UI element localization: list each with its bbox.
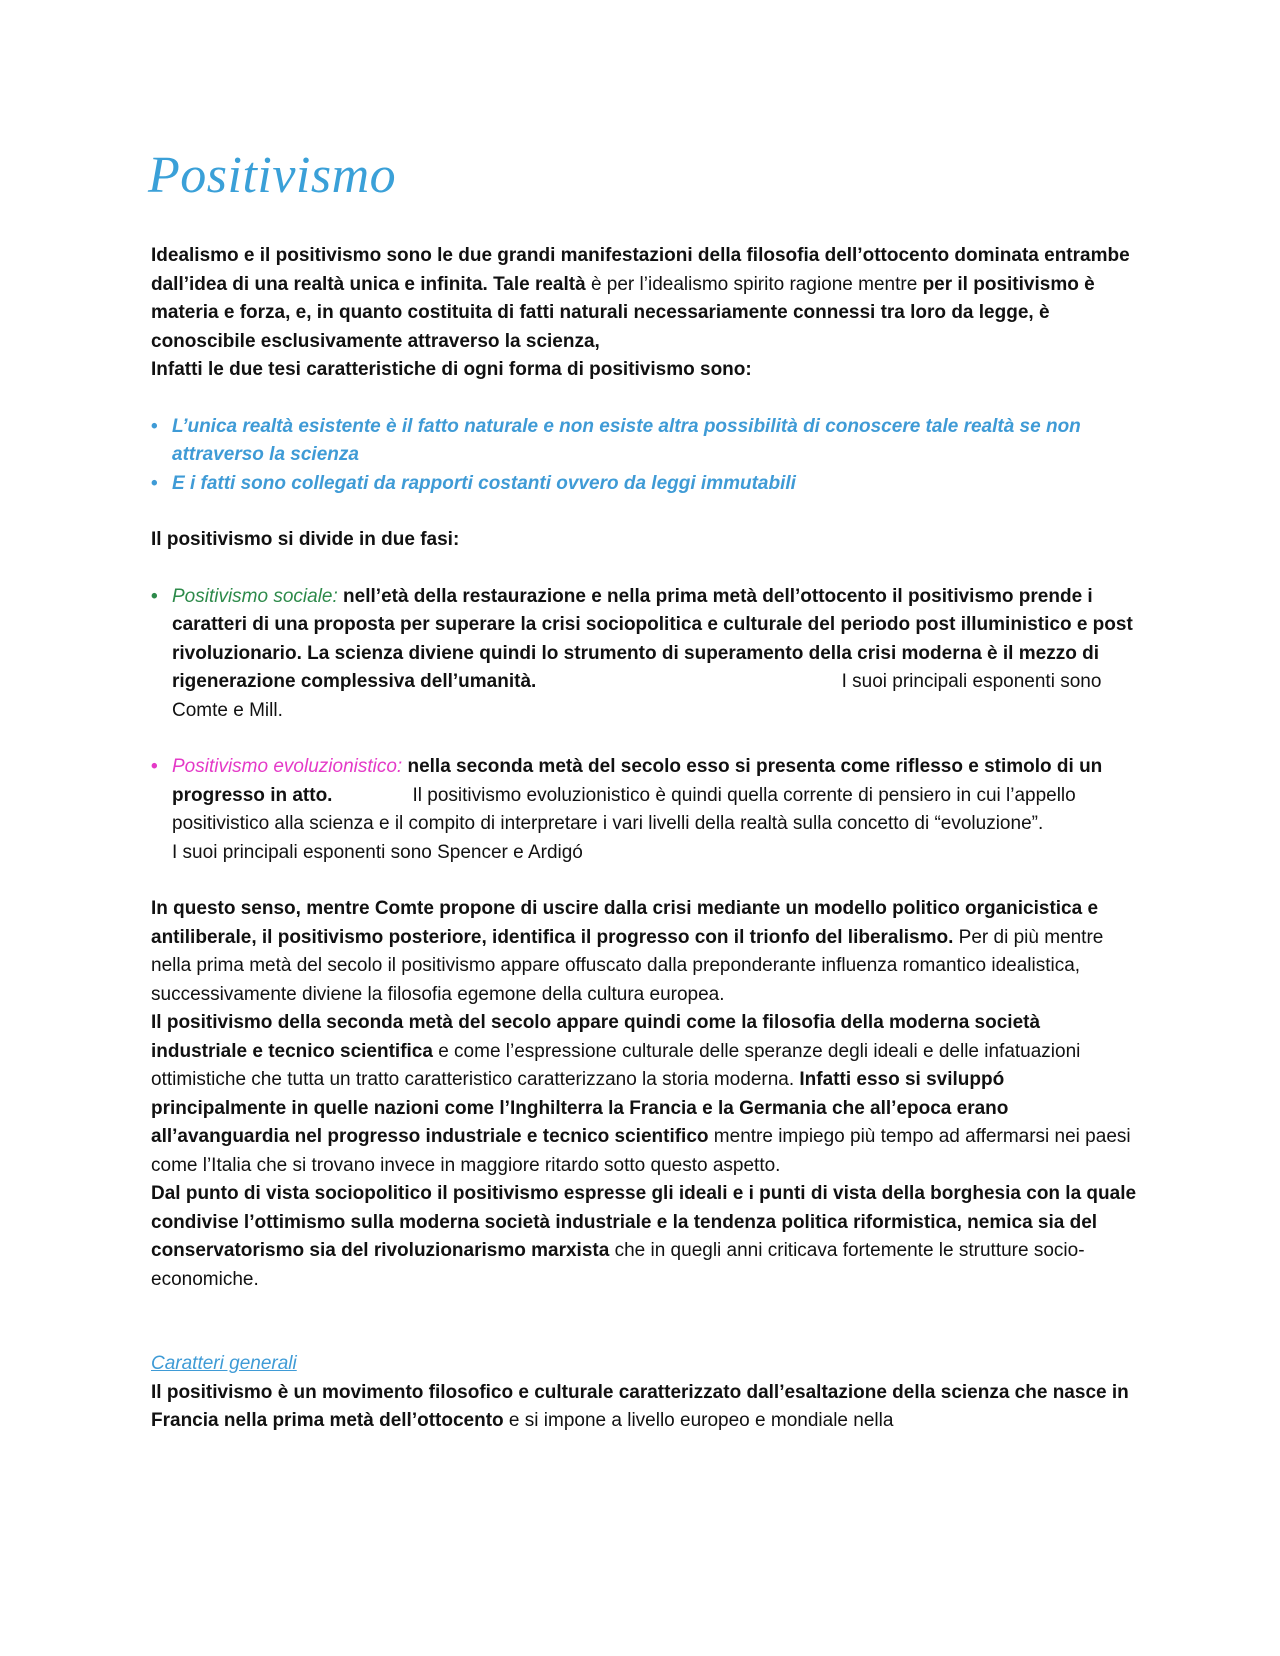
spacer: [151, 498, 1141, 526]
bullet-icon: •: [151, 585, 158, 607]
tesi-intro-line: Infatti le due tesi caratteristiche di ogni forma di positivismo sono:: [151, 359, 752, 380]
paragraph-seconda-meta: [151, 1009, 1141, 1180]
section2-regular: e si impone a livello europeo e mondiale nella: [503, 1410, 894, 1431]
section-heading-caratteri-generali[interactable]: Caratteri generali: [151, 1353, 297, 1374]
list-item-positivismo-sociale: [151, 583, 1141, 726]
bullet-icon: •: [151, 472, 158, 494]
list-item: [151, 413, 1141, 470]
spacer: [151, 385, 1141, 413]
bullet-icon: •: [151, 756, 158, 777]
paragraph-caratteri-generali: [151, 1379, 1141, 1436]
para2-regular1: e come l’espressione culturale delle speranze degli ideali e delle infatuazioni ottimistiche che tutta un tratto caratteristico caratterizzano la storia moderna.: [151, 1040, 1081, 1090]
para2-regular2: mentre impiego più tempo ad affermarsi nei paesi come l’Italia che si trovano invece in maggiore ritardo sotto questo aspetto.: [151, 1126, 1131, 1176]
para3-regular: che in quegli anni criticava fortemente le strutture socio- economiche.: [151, 1240, 1085, 1290]
spacer: [151, 1322, 1141, 1350]
para2-bold2: Infatti esso si sviluppó principalmente in quelle nazioni come l’Inghilterra la Francia e la Germania che all’epoca erano all’avanguardia nel progresso industriale e tecnico scientifico: [151, 1069, 1009, 1147]
fasi-list: [151, 583, 1141, 726]
spacer: [151, 1294, 1141, 1322]
fase-bold-text: nella seconda metà del secolo esso si presenta come riflesso e stimolo di un progresso in atto.: [172, 756, 1103, 806]
fase-regular-text-2: I suoi principali esponenti sono Spencer e Ardigó: [172, 841, 583, 863]
intro-bold-end: per il positivismo è materia e forza, e, in quanto costituita di fatti naturali necessariamente connessi tra loro da legge, è conoscibile esclusivamente attraverso la scienza,: [151, 273, 1095, 352]
fase-regular-text: I suoi principali esponenti sono Comte e Mill.: [172, 671, 1102, 721]
page-title: Positivismo: [148, 147, 397, 204]
fase-bold-text: nell’età della restaurazione e nella prima metà dell’ottocento il positivismo prende i caratteri di una proposta per superare la crisi sociopolitica e culturale del periodo post illuministico e post rivoluzionario. La scienza diviene quindi lo strumento di superamento della crisi moderna è il mezzo di rigenerazione complessiva dell’umanità.: [172, 585, 1133, 692]
fasi-heading: Il positivismo si divide in due fasi:: [151, 529, 460, 550]
bullet-icon: •: [151, 415, 158, 437]
paragraph-sociopolitico: [151, 1180, 1141, 1294]
intro-paragraph: [151, 242, 1141, 356]
fasi-list-2: [151, 753, 1141, 867]
tesi-list: [151, 413, 1141, 499]
fase-label: Positivismo sociale:: [172, 585, 338, 607]
para3-bold: Dal punto di vista sociopolitico il positivismo espresse gli ideali e i punti di vista della borghesia con la quale condivise l’ottimismo sulla moderna società industriale e la tendenza politica riformistica, nemica sia del conservatorismo sia del rivoluzionarismo marxista: [151, 1183, 1137, 1261]
spacer: [151, 867, 1141, 895]
section2-bold: Il positivismo è un movimento filosofico e culturale caratterizzato dall’esaltazione della scienza che nasce in Francia nella prima metà dell’ottocento: [151, 1381, 1129, 1431]
fase-regular-text: Il positivismo evoluzionistico è quindi quella corrente di pensiero in cui l’appello positivistico alla scienza e il compito di interpretare i vari livelli della realtà sulla concetto di “evoluzione”.: [172, 784, 1076, 834]
list-item-positivismo-evoluzionistico: [151, 753, 1141, 867]
tesi-text: E i fatti sono collegati da rapporti costanti ovvero da leggi immutabili: [172, 472, 796, 494]
para1-bold: In questo senso, mentre Comte propone di uscire dalla crisi mediante un modello politico organicistica e antiliberale, il positivismo posteriore, identifica il progresso con il trionfo del liberalismo.: [151, 898, 1099, 948]
list-item: [151, 470, 1141, 499]
spacer: [151, 555, 1141, 583]
intro-bold-start: Idealismo e il positivismo sono le due grandi manifestazioni della filosofia dell’ottocento dominata entrambe dall’idea di una realtà unica e infinita. Tale realtà: [151, 245, 1130, 295]
paragraph-comte: [151, 895, 1141, 1009]
intro-regular: è per l’idealismo spirito ragione mentre: [585, 273, 923, 295]
fase-label: Positivismo evoluzionistico:: [172, 756, 403, 777]
tesi-text: L’unica realtà esistente è il fatto naturale e non esiste altra possibilità di conoscere tale realtà se non attraverso la scienza: [172, 415, 1081, 465]
para1-regular: Per di più mentre nella prima metà del secolo il positivismo appare offuscato dalla preponderante influenza romantico idealistica, successivamente diviene la filosofia egemone della cultura europea.: [151, 926, 1104, 1005]
document-body: [151, 242, 1141, 1436]
spacer: [151, 725, 1141, 753]
para2-bold1: Il positivismo della seconda metà del secolo appare quindi come la filosofia della moderna società industriale e tecnico scientifica: [151, 1012, 1041, 1062]
